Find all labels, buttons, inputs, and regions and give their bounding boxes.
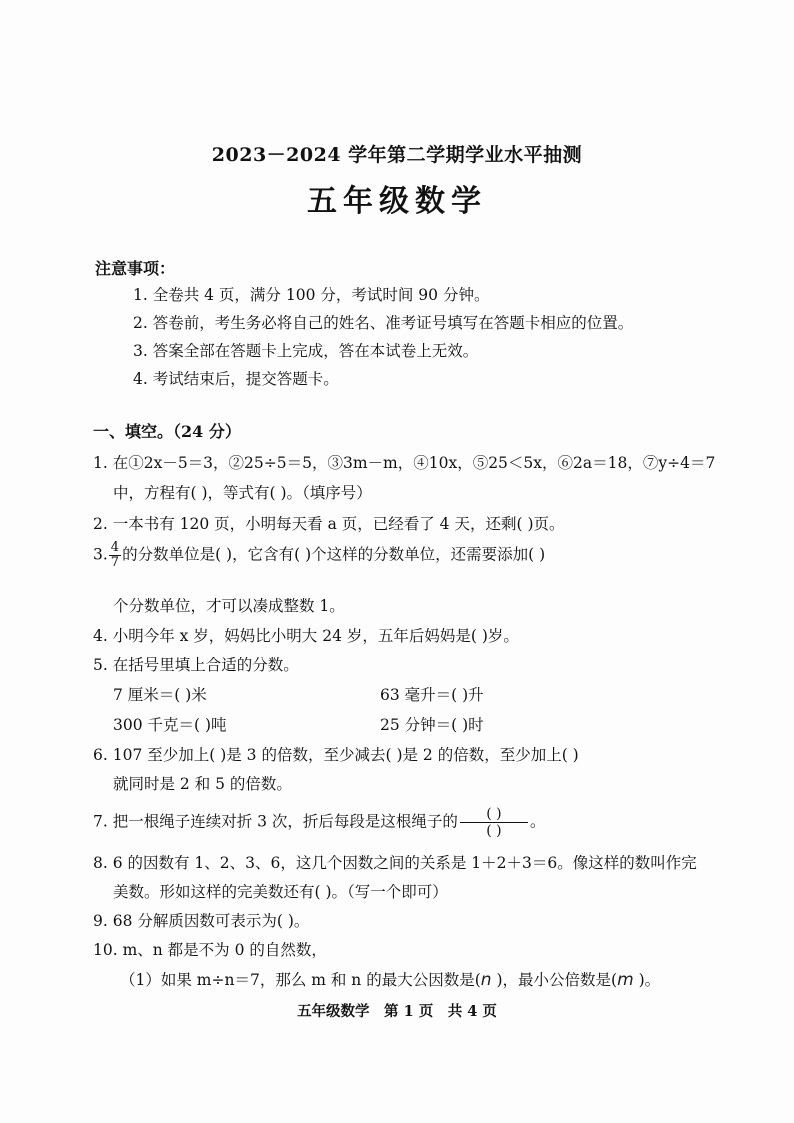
question-7 — [93, 806, 545, 839]
notice-item: 4. 考试结束后，提交答题卡。 — [133, 370, 339, 388]
handwritten-answer-lcm: m — [617, 970, 634, 990]
blank-fraction — [460, 806, 528, 839]
question-10-part-1 — [120, 968, 660, 990]
fraction-numerator: 4 — [110, 540, 120, 555]
question-1-line-2: 中，方程有( )，等式有( )。（填序号） — [113, 484, 372, 502]
question-10-1-text: （1）如果 m÷n＝7，那么 m 和 n 的最大公因数是( — [120, 971, 481, 989]
question-1-line-1: 1. 在①2x－5＝3，②25÷5＝5，③3m－m，④10x，⑤25＜5x，⑥2a＝18，⑦y÷4＝7 — [93, 454, 716, 472]
fraction-denominator: 7 — [110, 555, 120, 570]
question-8-line-2: 美数。形如这样的完美数还有( )。（写一个即可） — [113, 883, 448, 901]
question-4: 4. 小明今年 x 岁，妈妈比小明大 24 岁，五年后妈妈是( )岁。 — [93, 627, 519, 645]
question-5-c: 300 千克＝( )吨 — [113, 716, 227, 734]
question-10-1-text-end: )。 — [633, 971, 661, 989]
question-7-text: 7. 把一根绳子连续对折 3 次，折后每段是这根绳子的 — [93, 812, 458, 831]
question-6-line-1: 6. 107 至少加上( )是 3 的倍数，至少减去( )是 2 的倍数，至少加上( ) — [93, 746, 579, 764]
question-9: 9. 68 分解质因数可表示为( )。 — [93, 912, 310, 930]
question-10: 10. m、n 都是不为 0 的自然数， — [93, 941, 327, 959]
blank-numerator: ( ) — [460, 806, 528, 823]
question-7-end: 。 — [529, 812, 546, 831]
fraction-four-sevenths — [109, 541, 121, 570]
section-heading: 一、填空。（24 分） — [93, 422, 241, 441]
notice-heading: 注意事项： — [95, 259, 176, 278]
handwritten-answer-gcd: n — [480, 970, 492, 990]
question-6-line-2: 就同时是 2 和 5 的倍数。 — [113, 775, 292, 793]
notice-item: 2. 答卷前，考生务必将自己的姓名、准考证号填写在答题卡相应的位置。 — [133, 314, 634, 332]
question-2: 2. 一本书有 120 页，小明每天看 a 页，已经看了 4 天，还剩( )页。 — [93, 515, 565, 533]
exam-subject: 五年级数学 — [307, 184, 487, 219]
notice-item: 1. 全卷共 4 页，满分 100 分，考试时间 90 分钟。 — [133, 286, 490, 304]
question-3-text: 的分数单位是( )，它含有( )个这样的分数单位，还需要添加( ) — [122, 545, 546, 564]
question-3-number: 3. — [93, 545, 108, 564]
question-5-b: 63 毫升＝( )升 — [380, 686, 484, 704]
question-8-line-1: 8. 6 的因数有 1、2、3、6，这几个因数之间的关系是 1＋2＋3＝6。像这样的数叫作完 — [93, 854, 697, 872]
notice-item: 3. 答案全部在答题卡上完成，答在本试卷上无效。 — [133, 342, 479, 360]
question-3-line-1 — [93, 541, 545, 570]
page-footer: 五年级数学 第 1 页 共 4 页 — [297, 1003, 497, 1020]
exam-title: 2023－2024 学年第二学期学业水平抽测 — [211, 144, 583, 166]
blank-denominator: ( ) — [486, 823, 502, 839]
question-5: 5. 在括号里填上合适的分数。 — [93, 656, 299, 674]
question-5-a: 7 厘米＝( )米 — [113, 686, 207, 704]
question-3-line-2: 个分数单位，才可以凑成整数 1。 — [113, 597, 345, 615]
question-5-d: 25 分钟＝( )时 — [380, 716, 484, 734]
question-10-1-text-mid: )，最小公倍数是( — [491, 971, 618, 989]
